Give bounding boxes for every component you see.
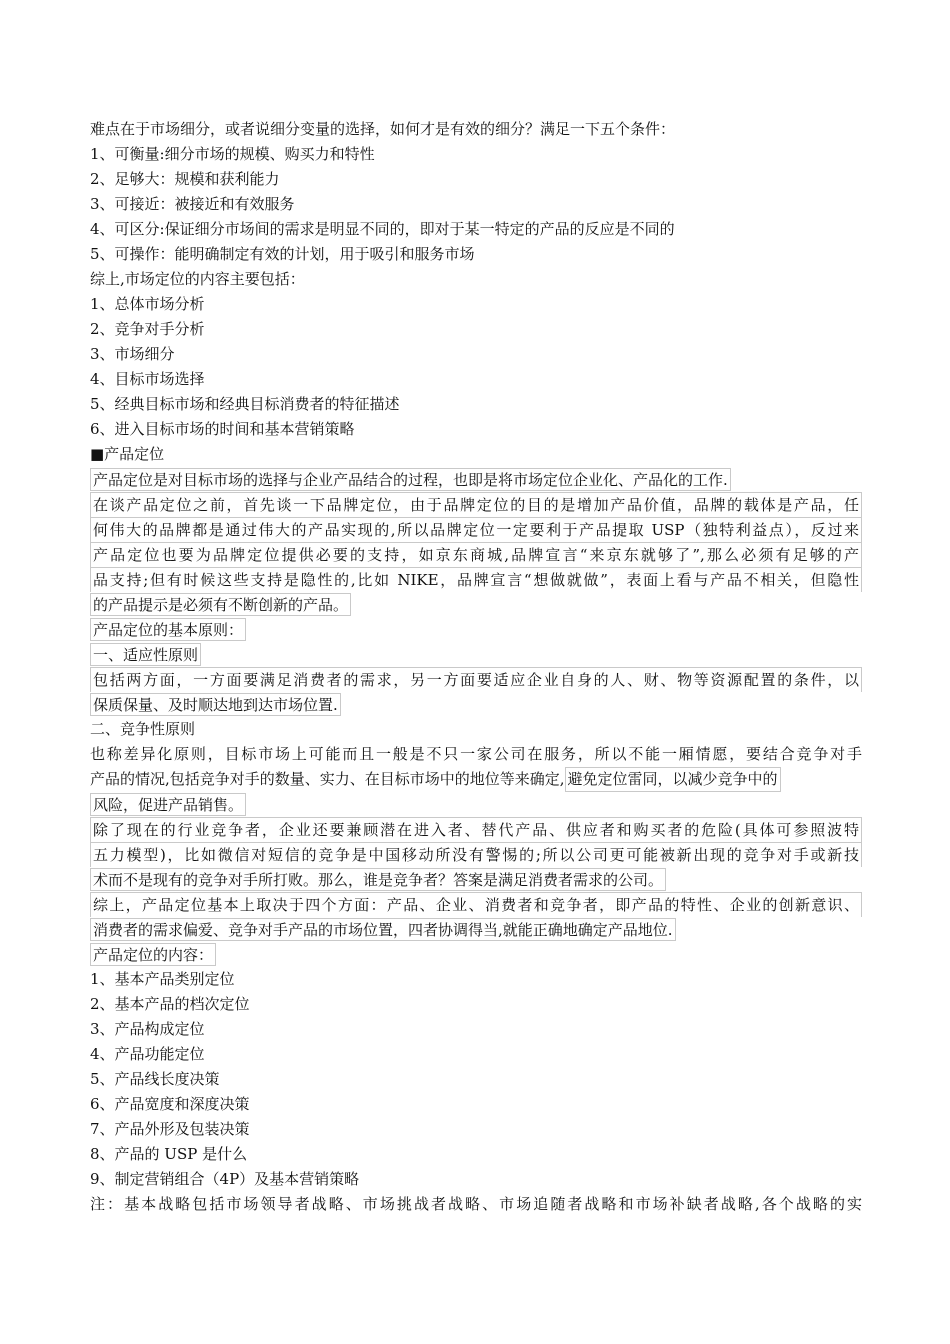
principle-1-title: 一、适应性原则 <box>90 643 201 666</box>
content-item: 8、产品的 USP 是什么 <box>90 1145 248 1163</box>
content-heading: 产品定位的内容： <box>90 943 216 966</box>
paragraph-line: 产品的情况,包括竞争对手的数量、实力、在目标市场中的地位等来确定, <box>90 770 565 788</box>
content-item: 1、基本产品类别定位 <box>90 970 235 988</box>
condition-item: 4、可区分:保证细分市场间的需求是明显不同的，即对于某一特定的产品的反应是不同的 <box>90 220 675 238</box>
content-item: 6、产品宽度和深度决策 <box>90 1095 250 1113</box>
intro-text: 难点在于市场细分，或者说细分变量的选择，如何才是有效的细分？满足一下五个条件： <box>90 120 676 138</box>
content-item: 2、基本产品的档次定位 <box>90 995 250 1013</box>
paragraph-line: 包括两方面，一方面要满足消费者的需求，另一方面要适应企业自身的人、财、物等资源配置的条件，以 <box>90 667 862 692</box>
content-item: 9、制定营销组合（4P）及基本营销策略 <box>90 1170 360 1188</box>
paragraph-line: 的产品提示是必须有不断创新的产品。 <box>90 593 351 616</box>
market-item: 2、竞争对手分析 <box>90 320 205 338</box>
principle-1-body <box>90 667 862 717</box>
note-text: 注：基本战略包括市场领导者战略、市场挑战者战略、市场追随者战略和市场补缺者战略,各个战略的实 <box>90 1195 862 1213</box>
content-item: 5、产品线长度决策 <box>90 1070 220 1088</box>
paragraph-line: 保质保量、及时顺达地到达市场位置. <box>90 693 341 716</box>
content-item: 3、产品构成定位 <box>90 1020 205 1038</box>
principle-2-body <box>90 742 862 817</box>
product-definition: 产品定位是对目标市场的选择与企业产品结合的过程，也即是将市场定位企业化、产品化的工作. <box>90 468 731 491</box>
market-item: 3、市场细分 <box>90 345 175 363</box>
paragraph-line: 风险，促进产品销售。 <box>90 793 246 816</box>
content-item: 4、产品功能定位 <box>90 1045 205 1063</box>
paragraph-line: 在谈产品定位之前，首先谈一下品牌定位，由于品牌定位的目的是增加产品价值，品牌的载体是产品，任 <box>90 492 862 517</box>
paragraph-line: 五力模型)，比如微信对短信的竞争是中国移动所没有警惕的;所以公司更可能被新出现的竞争对手或新技 <box>90 842 862 867</box>
paragraph-line: 消费者的需求偏爱、竞争对手产品的市场位置，四者协调得当,就能正确地确定产品地位. <box>90 918 676 941</box>
paragraph-line: 产品定位也要为品牌定位提供必要的支持，如京东商城,品牌宣言“来京东就够了”,那么必须有足够的产 <box>90 542 862 567</box>
brand-paragraph <box>90 492 862 617</box>
highlighted-text: 避免定位雷同，以减少竞争中的 <box>565 767 781 792</box>
competition-paragraph <box>90 817 862 892</box>
condition-item: 1、可衡量:细分市场的规模、购买力和特性 <box>90 145 375 163</box>
section-heading-product: ■产品定位 <box>90 445 165 463</box>
summary-paragraph <box>90 892 862 942</box>
condition-item: 2、足够大：规模和获利能力 <box>90 170 280 188</box>
market-item: 5、经典目标市场和经典目标消费者的特征描述 <box>90 395 400 413</box>
condition-item: 5、可操作：能明确制定有效的计划，用于吸引和服务市场 <box>90 245 475 263</box>
paragraph-line: 综上，产品定位基本上取决于四个方面：产品、企业、消费者和竞争者，即产品的特性、企业的创新意识、 <box>90 892 862 917</box>
market-item: 1、总体市场分析 <box>90 295 205 313</box>
paragraph-line: 除了现在的行业竞争者，企业还要兼顾潜在进入者、替代产品、供应者和购买者的危险(具体可参照波特 <box>90 817 862 842</box>
paragraph-line: 也称差异化原则，目标市场上可能而且一般是不只一家公司在服务，所以不能一厢情愿，要结合竞争对手 <box>90 745 862 763</box>
paragraph-line: 术而不是现有的竞争对手所打败。那么，谁是竞争者？答案是满足消费者需求的公司。 <box>90 868 666 891</box>
market-item: 6、进入目标市场的时间和基本营销策略 <box>90 420 355 438</box>
content-item: 7、产品外形及包装决策 <box>90 1120 250 1138</box>
paragraph-line: 品支持;但有时候这些支持是隐性的,比如 NIKE，品牌宣言“想做就做”，表面上看与产品不相关，但隐性 <box>90 567 862 592</box>
paragraph-line: 何伟大的品牌都是通过伟大的产品实现的,所以品牌定位一定要利于产品提取 USP（独特利益点），反过来 <box>90 517 862 542</box>
market-summary: 综上,市场定位的内容主要包括： <box>90 270 305 288</box>
market-item: 4、目标市场选择 <box>90 370 205 388</box>
principle-2-title: 二、竞争性原则 <box>90 720 196 738</box>
document-body <box>90 117 862 1217</box>
principles-heading: 产品定位的基本原则： <box>90 618 246 641</box>
condition-item: 3、可接近：被接近和有效服务 <box>90 195 295 213</box>
